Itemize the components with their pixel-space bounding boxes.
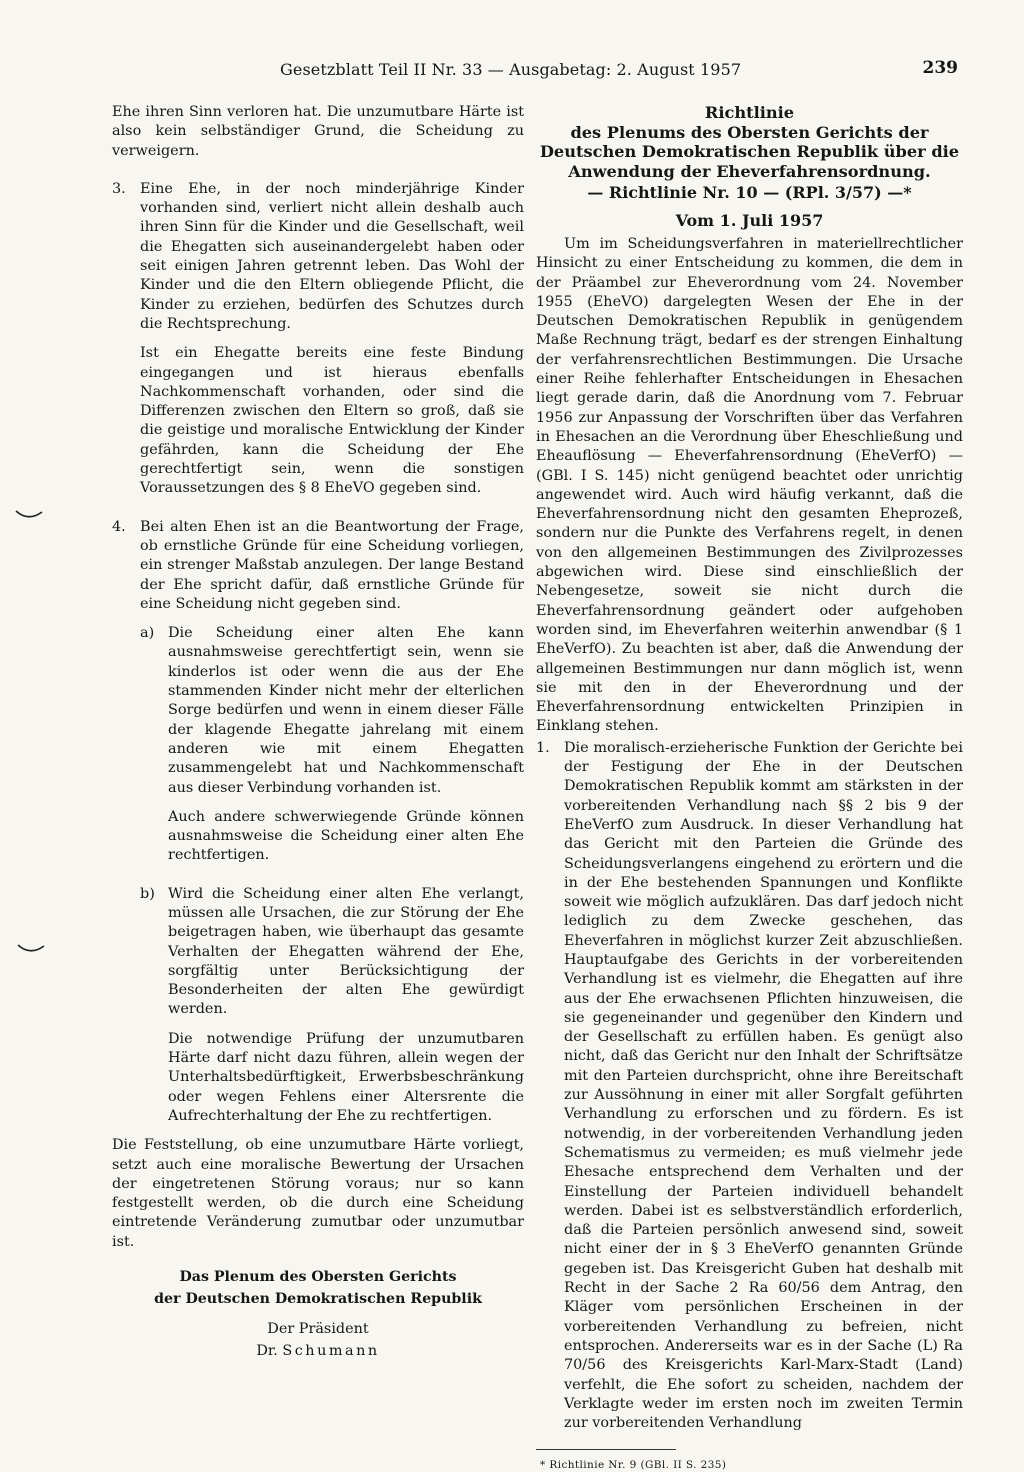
left-column	[112, 103, 524, 1362]
page-number: 239	[922, 58, 958, 78]
sub-item-text: Wird die Scheidung einer alten Ehe verlangt, müssen alle Ursachen, die zur Störung der Ehe beigetragen haben, wie überhaupt das gesamte Verhalten der Ehegatten während der Ehe, sorgfältig unter Berücksichtigung der Besonderheiten der alten Ehe gewürdigt werden.	[168, 885, 524, 1018]
directive-title-rest: des Plenums des Obersten Gerichts der Deutschen Demokratischen Republik über die Anwendung der Eheverfahrensordnung.	[539, 122, 960, 181]
item-text: Bei alten Ehen ist an die Beantwortung der Frage, ob ernstliche Gründe für eine Scheidung vorliegen, ein strenger Maßstab anzulegen. Der lange Bestand der Ehe spricht dafür, daß ernstliche Gründe für eine Scheidung nicht gegeben sind.	[140, 518, 524, 612]
item-text: Eine Ehe, in der noch minderjährige Kinder vorhanden sind, verliert nicht allein deshalb auch ihren Sinn für die Kinder und die Gesellschaft, weil die Ehegatten sich auseinandergelebt haben oder seit einigen Jahren getrennt leben. Das Wohl der Kinder und die den Eltern obliegende Pflicht, die Kinder zu erziehen, bedürfen des Schutzes durch die Rechtsprechung.	[140, 180, 524, 332]
sub-item-b	[112, 885, 524, 1127]
directive-item-1	[536, 739, 963, 1434]
directive-title: Richtlinie	[704, 103, 795, 122]
right-column	[536, 103, 963, 1472]
sub-item-number: a)	[140, 625, 155, 642]
signature-line-1: Das Plenum des Obersten Gerichts	[179, 1269, 457, 1286]
sub-item-paragraph: Die notwendige Prüfung der unzumutbaren Härte darf nicht dazu führen, allein wegen der Unterhaltsbedürftigkeit, Erwerbsbeschränkung oder wegen Fehlens einer Altersrente die Aufrechterhaltung der Ehe zu rechtfertigen.	[168, 1030, 524, 1124]
directive-date: Vom 1. Juli 1957	[675, 211, 824, 230]
margin-mark	[14, 508, 44, 522]
intro-paragraph: Um im Scheidungsverfahren in materiellrechtlicher Hinsicht zu einer Entscheidung zu kommen, die dem in der Präambel zur Eheverordnung vom 24. November 1955 (EheVO) dargelegten Wesen der Ehe in der Deutschen Demokratischen Republik in genügendem Maße Rechnung trägt, bedarf es der strengen Einhaltung der verfahrensrechtlichen Bestimmungen. Die Ursache einer Reihe fehlerhafter Entscheidungen in Ehesachen liegt gerade darin, daß die Anordnung vom 7. Februar 1956 zur Anpassung der Vorschriften über das Verfahren in Ehesachen an die Verordnung über Eheschließung und Eheauflösung — Eheverfahrensordnung (EheVerfO) — (GBl. I S. 145) nicht genügend beachtet oder unrichtig angewendet wird. Auch wird häufig verkannt, daß die Eheverfahrensordnung nicht den gesamten Eheprozeß, sondern nur die Punkte des Verfahrens regelt, in denen von den allgemeinen Bestimmungen des Zivilprozesses abgewichen wird. Diese sind einschließlich der Nebengesetze, soweit sie nicht durch die Eheverfahrensordnung geändert oder aufgehoben worden sind, im Eheverfahren weiterhin anwendbar (§ 1 EheVerfO). Zu beachten ist aber, daß die Anwendung der allgemeinen Bestimmungen nur dann möglich ist, wenn sie mit den in der Eheverordnung und der Eheverfahrensordnung entwickelten Prinzipien in Einklang stehen.	[536, 236, 963, 735]
item-paragraph: Ist ein Ehegatte bereits eine feste Bindung eingegangen und ist hieraus ebenfalls Nachkommenschaft vorhanden, oder sind die Differenzen zwischen den Eltern so groß, daß sie die geistige und moralische Entwicklung der Kinder gefährden, kann die Scheidung der Ehe gerechtfertigt sein, wenn die sonstigen Voraussetzungen des § 8 EheVO gegeben sind.	[140, 345, 524, 497]
footnote-divider	[536, 1449, 676, 1450]
item-text: Die moralisch-erzieherische Funktion der Gerichte bei der Festigung der Ehe in der Deutschen Demokratischen Republik kommt am stärksten in der vorbereitenden Verhandlung nach §§ 2 bis 9 der EheVerfO zum Ausdruck. In dieser Verhandlung hat das Gericht mit den Parteien die Gründe des Scheidungsverlangens eingehend zu erörtern und die in der Ehe bestehenden Spannungen und Konflikte soweit wie möglich aufzuklären. Das darf jedoch nicht lediglich zu dem Zwecke geschehen, das Eheverfahren in möglichst kurzer Zeit abzuschließen. Hauptaufgabe des Gerichts in der vorbereitenden Verhandlung ist es vielmehr, die Ehegatten auf ihre aus der Ehe erwachsenen Pflichten hinzuweisen, die sie gegeneinander und gegenüber den Kindern und der Gesellschaft zu erfüllen haben. Es genügt also nicht, daß das Gericht nur den Inhalt der Schriftsätze mit den Parteien durchspricht, ohne ihre Bereitschaft zur Aussöhnung in einer mit aller Sorgfalt geführten Verhandlung zu erforschen und zu fördern. Es ist notwendig, in der vorbereitenden Verhandlung jeden Schematismus zu vermeiden; es muß vielmehr jede Ehesache entsprechend dem Verhalten und der Einstellung der Parteien individuell behandelt werden. Dabei ist es selbstverständlich erforderlich, daß die Parteien persönlich anwesend sind, soweit nicht einer der in § 3 EheVerfO genannten Gründe gegeben ist. Das Kreisgericht Guben hat deshalb mit Recht in der Sache 2 Ra 60/56 dem Antrag, den Kläger vom persönlichen Erscheinen in der vorbereitenden Verhandlung zu befreien, nicht entsprochen. Andererseits war es in der Sache (L) Ra 70/56 des Kreisgerichts Karl-Marx-Stadt (Land) verfehlt, die Ehe sofort zu scheiden, nachdem der Verklagte weder im ersten noch im zweiten Termin zur vorbereitenden Verhandlung	[564, 739, 963, 1432]
signature-role: Der Präsident	[267, 1321, 369, 1338]
signature-line-2: der Deutschen Demokratischen Republik	[154, 1291, 482, 1308]
sub-item-paragraph: Auch andere schwerwiegende Gründe können ausnahmsweise die Scheidung einer alten Ehe rechtfertigen.	[168, 808, 524, 864]
paragraph: Ehe ihren Sinn verloren hat. Die unzumutbare Härte ist also kein selbständiger Grund, die Scheidung zu verweigern.	[112, 104, 524, 159]
header-title: Gesetzblatt Teil II Nr. 33 — Ausgabetag: 2. August 1957	[280, 60, 742, 79]
item-number: 3.	[112, 180, 126, 197]
signature-block	[112, 1266, 524, 1362]
margin-mark	[16, 942, 46, 956]
item-number: 4.	[112, 518, 126, 535]
directive-subtitle: — Richtlinie Nr. 10 — (RPl. 3/57) —*	[587, 183, 912, 202]
sub-item-a	[112, 624, 524, 866]
list-item-3	[112, 180, 524, 499]
list-item-4	[112, 518, 524, 1127]
sub-item-text: Die Scheidung einer alten Ehe kann ausnahmsweise gerechtfertigt sein, wenn sie kinderlos ist oder wenn die aus der Ehe stammenden Kinder nicht mehr der elterlichen Sorge bedürfen und wenn in einem dieser Fälle der klagende Ehegatte jahrelang mit einem anderen wie mit einem Ehegatten zusammengelebt hat und Nachkommenschaft aus dieser Verbindung vorhanden ist.	[168, 625, 524, 796]
signature-name	[112, 1340, 524, 1362]
signature-surname: Schumann	[282, 1343, 380, 1360]
paragraph: Die Feststellung, ob eine unzumutbare Härte vorliegt, setzt auch eine moralische Bewertung der Ursachen der eingetretenen Störung voraus; nur so kann festgestellt werden, ob die durch eine Scheidung eintretende Veränderung zumutbar oder unzumutbar ist.	[112, 1137, 524, 1250]
item-number: 1.	[536, 739, 550, 756]
signature-name-prefix: Dr.	[256, 1343, 278, 1360]
page-header	[280, 58, 970, 84]
footnote: * Richtlinie Nr. 9 (GBl. II S. 235)	[540, 1459, 727, 1472]
sub-item-number: b)	[140, 885, 155, 902]
